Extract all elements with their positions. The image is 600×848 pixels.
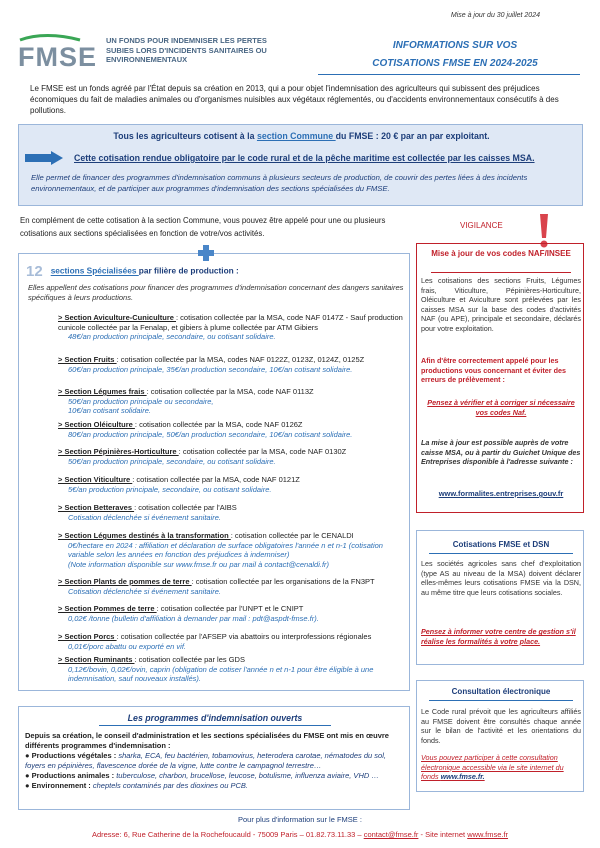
section-content: : cotisation collectée par la MSA, code NAF 0121Z xyxy=(132,475,300,484)
vigilance-title: Mise à jour de vos codes NAF/INSEE xyxy=(431,249,571,258)
intro-paragraph: Le FMSE est un fonds agréé par l'État depuis sa création en 2013, qui a pour objet l'indemnisation des agriculteurs qui subissent des préjudices économiques du fait de maladies animales ou d'organismes nuisibles aux végétaux réglementés, ou d'accidents environnementaux consécutifs à des pollutions. xyxy=(30,84,559,115)
section-entry xyxy=(58,531,408,569)
consultation-box xyxy=(416,680,584,792)
programmes-box xyxy=(18,706,410,810)
specialised-heading: 12 sections Spécialisées par filière de production : xyxy=(26,263,239,280)
section-entry xyxy=(58,447,408,466)
section-entry xyxy=(58,503,408,522)
contact-email-link[interactable]: contact@fmse.fr xyxy=(363,830,419,839)
consultation-divider xyxy=(429,700,573,701)
update-date: Mise à jour du 30 juillet 2024 xyxy=(450,12,540,19)
programmes-text xyxy=(25,731,405,791)
section-entry xyxy=(58,655,408,684)
dsn-divider xyxy=(429,553,573,554)
footer-title: Pour plus d'information sur le FMSE : xyxy=(238,815,362,824)
section-rate: Cotisation déclenchée si événement sanitaire. xyxy=(68,586,222,596)
section-title: > Section Betteraves xyxy=(58,503,135,512)
section-rate: 80€/an production principale, 50€/an production secondaire, 10€/an cotisant solidaire. xyxy=(68,429,353,439)
specialised-description: Elles appellent des cotisations pour financer des programmes d'indemnisation concernant des dangers sanitaires spécifiques à leurs productions. xyxy=(28,283,404,302)
section-entry xyxy=(58,632,408,651)
section-title: > Section Fruits xyxy=(58,355,117,364)
section-entry xyxy=(58,604,408,623)
sections-count: 12 xyxy=(26,263,43,280)
page-title-line1: INFORMATIONS SUR VOS xyxy=(392,40,518,51)
banner-line1: Tous les agriculteurs cotisent à la section Commune du FMSE : 20 € par an par exploitant. xyxy=(113,131,490,141)
section-title: > Section Légumes destinés à la transformation xyxy=(58,531,231,540)
banner-line2: Cette cotisation rendue obligatoire par le code rural et de la pêche maritime est collectée par les caisses MSA. xyxy=(74,153,535,163)
dsn-title: Cotisations FMSE et DSN xyxy=(452,540,550,549)
section-content: : cotisation collectée par l'AFSEP via abattoirs ou interprofessions régionales xyxy=(116,632,372,641)
footer-site-link[interactable]: www.fmse.fr xyxy=(467,830,509,839)
commune-banner xyxy=(18,124,583,206)
section-entry xyxy=(58,577,408,596)
section-content: : cotisation collectée par les organisations de la FN3PT xyxy=(191,577,375,586)
section-entry xyxy=(58,475,408,494)
dsn-paragraph-1: Les sociétés agricoles sans chef d'exploitation (type AS au niveau de la MSA) doivent déclarer elles-mêmes leurs cotisations FMSE via la DSN, au même titre que leurs cotisations sociales. xyxy=(421,559,581,597)
fmse-logo xyxy=(18,30,268,74)
vigilance-paragraph-2: Afin d'être correctement appelé pour les productions vous concernant et éviter des erreurs de prélèvement : xyxy=(421,356,566,385)
banner-line3: Elle permet de financer des programmes d'indemnisation communs à plusieurs secteurs de production, de couvrir des pertes liées à des incidents environnementaux, et de participer aux programmes d'indemnisation des sections spécialisées du FMSE. xyxy=(31,173,528,193)
section-rate: 0,01€/porc abattu ou exporté en vif. xyxy=(68,641,186,651)
section-title: > Section Plants de pommes de terre xyxy=(58,577,192,586)
section-content: : cotisation collectée par l'AIBS xyxy=(134,503,237,512)
section-rate: 0€/hectare en 2024 : affiliation et déclaration de surface obligatoires l'année n et n-1 (cotisation variable selon les années en fonction des préjudices à indemniser) (Note information disponible sur www.fmse.fr ou par mail à contact@cenaldi.fr) xyxy=(68,540,383,569)
vigilance-paragraph-4: La mise à jour est possible auprès de votre caisse MSA, ou à partir du Guichet Unique des Entreprises disponible à l'adresse suivante : xyxy=(421,438,581,467)
logo-tagline: UN FONDS POUR INDEMNISER LES PERTES SUBIES LORS D'INCIDENTS SANITAIRES OU ENVIRONNEMENTAUX xyxy=(106,36,267,64)
consultation-paragraph-2: Vous pouvez participer à cette consultation électronique accessible via le site internet du fonds www.fmse.fr. xyxy=(421,753,564,782)
section-rate: 50€/an production principale, secondaire, ou cotisant solidaire. xyxy=(68,456,276,466)
section-content: : cotisation collectée par l'UNPT et le CNIPT xyxy=(156,604,304,613)
section-content: : cotisation collectée par la MSA, codes NAF 0122Z, 0123Z, 0124Z, 0125Z xyxy=(116,355,365,364)
complement-paragraph: En complément de cette cotisation à la section Commune, vous pouvez être appelé pour une ou plusieurs cotisations aux sections spécialisées en fonction de votre/vos activités. xyxy=(20,216,386,238)
consultation-title: Consultation électronique xyxy=(451,687,551,696)
consultation-paragraph-1: Le Code rural prévoit que les agriculteurs affiliés au FMSE doivent être consultés chaque année sur le bilan de l'activité et les orientations du fonds. xyxy=(421,707,581,745)
vigilance-paragraph-3: Pensez à vérifier et à corriger si nécessaire vos codes Naf. xyxy=(427,398,575,417)
section-content: : cotisation collectée par la MSA, code NAF 0113Z xyxy=(146,387,314,396)
formalites-link[interactable]: www.formalites.entreprises.gouv.fr xyxy=(438,489,564,498)
vigilance-divider xyxy=(431,272,571,273)
list-item: ● Productions animales : tuberculose, charbon, brucellose, leucose, botulisme, influenza aviaire, VHD … xyxy=(25,771,379,780)
section-title: > Section Ruminants xyxy=(58,655,135,664)
vigilance-paragraph-1: Les cotisations des sections Fruits, Légumes frais, Viticulture, Pépinières-Horticulture, Oléiculture et Aviculture sont prélevées par les caisses MSA sur la base des codes d'activités NAF (ou APE), principale et secondaire, déclarés pour votre exploitation. xyxy=(421,276,581,333)
logo-text: FMSE xyxy=(18,42,98,72)
section-content: : cotisation collectée par la MSA, code NAF 0126Z xyxy=(134,420,303,429)
footer-address: Adresse: 6, Rue Catherine de la Rochefoucauld - 75009 Paris – 01.82.73.11.33 – contact@fmse.fr - Site internet www.fmse.fr xyxy=(91,830,509,839)
section-content: : cotisation collectée par les GDS xyxy=(134,655,245,664)
section-title: > Section Oléiculture xyxy=(58,420,135,429)
title-divider xyxy=(318,74,580,75)
programmes-title: Les programmes d'indemnisation ouverts xyxy=(127,713,303,723)
section-rate: 50€/an production principale ou secondaire, 10€/an cotisant solidaire. xyxy=(68,396,214,415)
section-content: : cotisation collectée par la MSA, code NAF 0147Z - Sauf production cunicole collectée par la Fenalap, et gibiers à plume collectée par ATM Gibiers xyxy=(58,313,403,332)
section-title: > Section Porcs xyxy=(58,632,117,641)
section-rate: 5€/an production principale, secondaire, ou cotisant solidaire. xyxy=(68,484,272,494)
section-rate: 60€/an production principale, 35€/an production secondaire, 10€/an cotisant solidaire. xyxy=(68,364,353,374)
vigilance-box xyxy=(416,243,584,513)
section-entry xyxy=(58,387,408,416)
dsn-box xyxy=(416,530,584,665)
fmse-site-link[interactable]: www.fmse.fr. xyxy=(440,772,485,782)
section-title: > Section Aviculture-Cuniculture xyxy=(58,313,177,322)
plus-icon xyxy=(198,245,214,261)
list-item: ● Environnement : cheptels contaminés par des dioxines ou PCB. xyxy=(25,781,248,790)
vigilance-label: VIGILANCE xyxy=(460,221,503,230)
section-rate: 0,02€ /tonne (bulletin d'affiliation à demander par mail : pdt@aspdt-fmse.fr). xyxy=(68,613,319,623)
section-rate: Cotisation déclenchée si événement sanitaire. xyxy=(68,512,222,522)
list-item: ● Productions végétales : sharka, ECA, feu bactérien, tobamovirus, heterodera carotae, nématodes du sol, foyers en pépinières, flavescence dorée de la vigne, lutte contre le campagnol terrestre… xyxy=(25,751,386,770)
section-rate: 0,12€/bovin, 0,02€/ovin, caprin (obligation de cotiser l'année n et n-1 pour être éligible à une indemnisation, sauf nouveaux installés). xyxy=(68,664,374,683)
section-content: : cotisation collectée par la MSA, code NAF 0130Z xyxy=(178,447,347,456)
dsn-paragraph-2: Pensez à informer votre centre de gestion s'il réalise les formalités à votre place. xyxy=(421,627,576,646)
programmes-divider xyxy=(99,725,331,726)
section-rate: 48€/an production principale, secondaire, ou cotisant solidaire. xyxy=(68,332,276,341)
section-entry xyxy=(58,420,408,439)
section-title: > Section Viticulture xyxy=(58,475,133,484)
page-title-line2: COTISATIONS FMSE EN 2024-2025 xyxy=(372,58,538,69)
arrow-right-icon xyxy=(25,151,63,165)
sections-specialisees-link[interactable]: sections Spécialisées xyxy=(50,265,139,276)
section-entry xyxy=(58,355,408,374)
section-title: > Section Pépinières-Horticulture xyxy=(58,447,179,456)
section-entry xyxy=(58,313,408,342)
section-content: : cotisation collectée par le CENALDI xyxy=(230,531,354,540)
section-title: > Section Légumes frais xyxy=(58,387,147,396)
section-commune-link[interactable]: section Commune xyxy=(256,131,336,141)
section-title: > Section Pommes de terre xyxy=(58,604,157,613)
programmes-intro: Depuis sa création, le conseil d'administration et les sections spécialisées du FMSE ont mis en œuvre différents programmes d'indemnisation : xyxy=(25,731,389,750)
